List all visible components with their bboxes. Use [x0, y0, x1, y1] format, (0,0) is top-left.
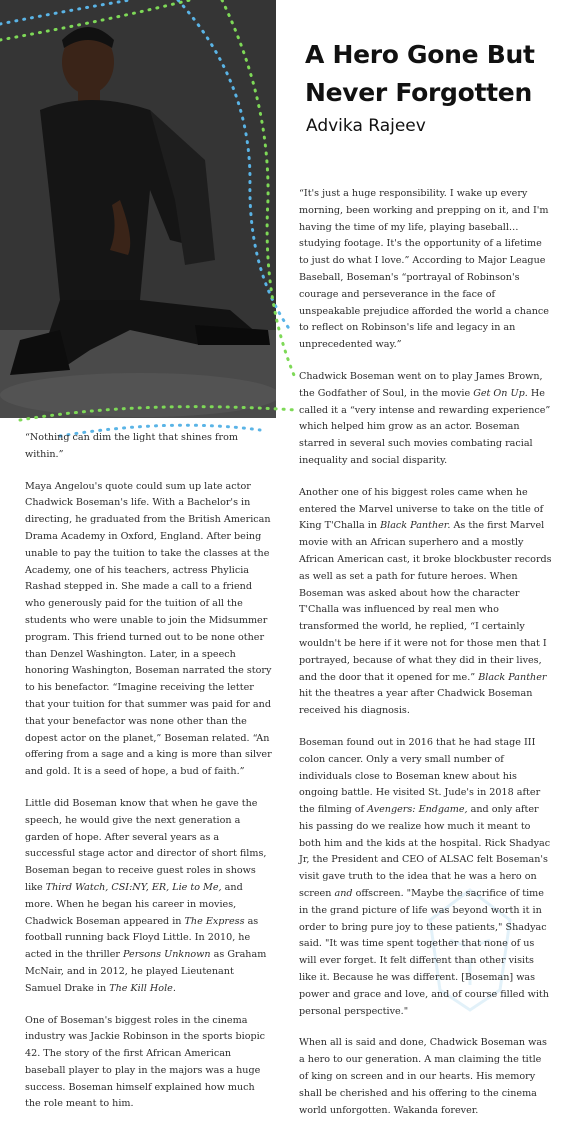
portrait-photo-icon: [0, 0, 276, 418]
right-column: [299, 186, 552, 1134]
paragraph: Another one of his biggest roles came when he entered the Marvel universe to take on the title of King T'Challa in Black Panther. As the first Marvel movie with an African superhero and a mostly African American cast, it broke blockbuster records as well as set a path for future heroes. When Boseman was asked about how the character T'Challa was influenced by real men who transformed the world, he replied, “I certainly wouldn't be here if it were not for those men that I portrayed, because of what they did in their lives, and the door that it opened for me.” Black Panther hit the theatres a year after Chadwick Boseman received his diagnosis.: [299, 486, 552, 717]
paragraph: Little did Boseman know that when he gave the speech, he would give the next generation a garden of hope. After several years as a successful stage actor and director of short films, Boseman began to receive guest roles in shows like Third Watch, CSI:NY, ER, Lie to Me, and more. When he began his career in movies, Chadwick Boseman appeared in The Express as football running back Floyd Little. In 2010, he acted in the thriller Persons Unknown as Graham McNair, and in 2012, he played Lieutenant Samuel Drake in The Kill Hole.: [25, 797, 267, 994]
hero-photo: [0, 0, 276, 418]
paragraph: Chadwick Boseman went on to play James Brown, the Godfather of Soul, in the movie Get On Up. He called it a “very intense and rewarding experience” which helped him grow as an actor. Boseman starred in several such movies combating racial inequality and social disparity.: [299, 370, 551, 466]
paragraph: Maya Angelou's quote could sum up late actor Chadwick Boseman's life. With a Bachelor's in directing, he graduated from the British American Drama Academy in Oxford, England. After being unable to pay the tuition to take the classes at the Academy, one of his teachers, actress Phylicia Rashad stepped in. She made a call to a friend who generously paid for the tuition of all the students who were unable to join the Midsummer program. This friend turned out to be none other than Denzel Washington. Later, in a speech honoring Washington, Boseman narrated the story to his benefactor. “Imagine receiving the letter that your tuition for that summer was paid for and that your benefactor was none other than the dopest actor on the planet,” Boseman related. “An offering from a sage and a king is more than silver and gold. It is a seed of hope, a bud of faith.”: [25, 480, 272, 778]
author-name: Advika Rajeev: [306, 116, 426, 136]
paragraph: Boseman found out in 2016 that he had stage III colon cancer. Only a very small number of individuals close to Boseman knew about his ongoing battle. He visited St. Jude's in 2018 after the filming of Avengers: Endgame, and only after his passing do we realize how much it meant to both him and the kids at the hospital. Rick Shadyac Jr, the President and CEO of ALSAC felt Boseman's visit gave truth to the idea that he was a hero on screen and offscreen. "Maybe the sacrifice of time in the grand picture of life was beyond worth it in order to bring pure joy to these patients," Shadyac said. "It was time spent together that none of us will ever forget. It felt different than other visits like it. Because he was different. [Boseman] was power and grace and love, and of course filled with personal perspective.": [299, 736, 551, 1017]
paragraph: When all is said and done, Chadwick Boseman was a hero to our generation. A man claiming the title of king on screen and in our hearts. His memory shall be cherished and his offering to the cinema world unforgotten. Wakanda forever.: [299, 1037, 547, 1116]
title-line-2: Never Forgotten: [305, 78, 532, 107]
title-line-1: A Hero Gone But: [305, 40, 535, 69]
opening-quote: “Nothing can dim the light that shines from within.”: [25, 432, 239, 460]
paragraph: One of Boseman's biggest roles in the cinema industry was Jackie Robinson in the sports biopic 42. The story of the first African American baseball player to play in the majors was a huge success. Boseman himself explained how much the role meant to him.: [25, 1014, 266, 1110]
article-title: [305, 36, 535, 112]
paragraph: “It's just a huge responsibility. I wake up every morning, been working and prepping on it, and I'm having the time of my life, playing baseball… studying footage. It's the opportunity of a lifetime to just do what I love.” According to Major League Baseball, Boseman's “portrayal of Robinson's courage and perseverance in the face of unspeakable prejudice afforded the world a chance to reflect on Robinson's life and legacy in an unprecedented way.”: [299, 188, 549, 351]
